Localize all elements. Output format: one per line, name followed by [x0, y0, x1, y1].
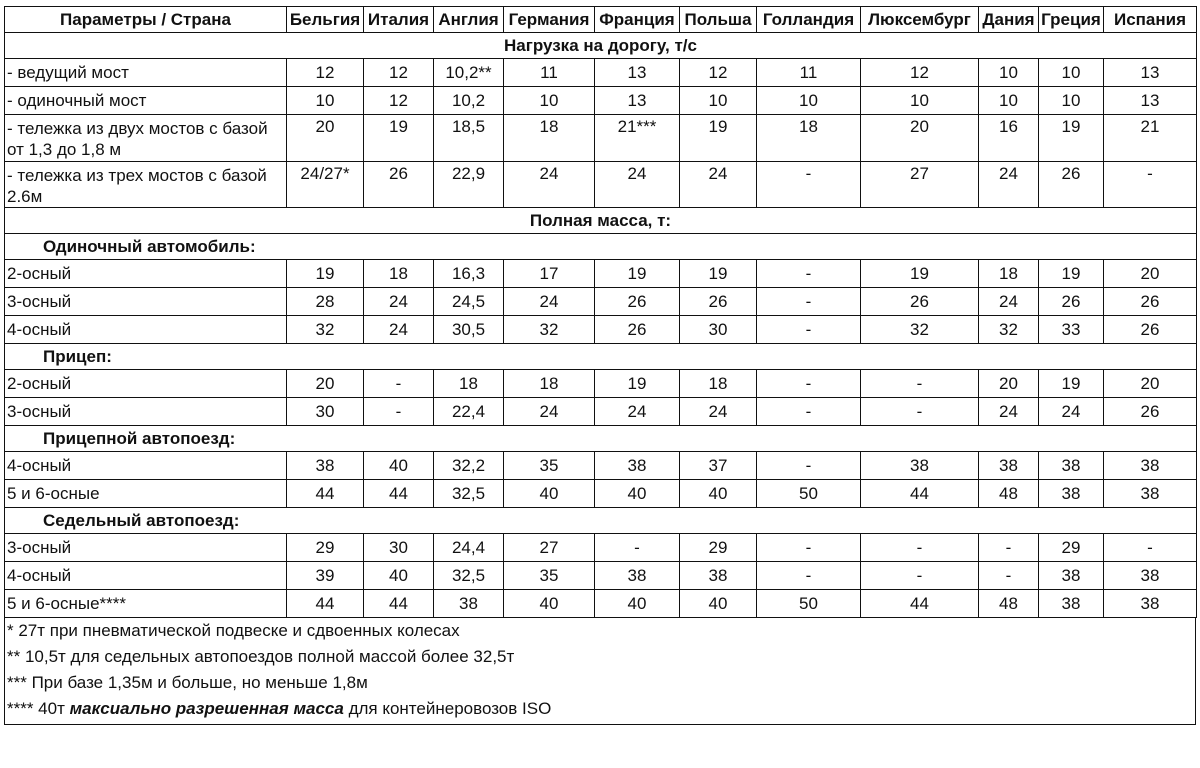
value-cell: 35: [504, 562, 595, 590]
country-header: Германия: [504, 7, 595, 33]
value-cell: 44: [364, 480, 434, 508]
value-cell: -: [861, 370, 979, 398]
value-cell: 13: [1104, 59, 1197, 87]
value-cell: 44: [287, 480, 364, 508]
value-cell: 24/27*: [287, 161, 364, 208]
value-cell: 38: [861, 452, 979, 480]
value-cell: 10: [1039, 87, 1104, 115]
value-cell: 10: [680, 87, 757, 115]
group-header-row: [5, 344, 1197, 370]
value-cell: 48: [979, 480, 1039, 508]
table-row: [5, 87, 1197, 115]
value-cell: 10: [861, 87, 979, 115]
row-label: - одиночный мост: [5, 87, 287, 115]
value-cell: 18: [680, 370, 757, 398]
value-cell: 19: [861, 260, 979, 288]
value-cell: 30: [680, 316, 757, 344]
value-cell: -: [757, 260, 861, 288]
value-cell: 38: [1039, 590, 1104, 618]
row-label: 5 и 6-осные****: [5, 590, 287, 618]
value-cell: 38: [595, 452, 680, 480]
value-cell: 40: [595, 480, 680, 508]
value-cell: 38: [1104, 480, 1197, 508]
group-header-row: [5, 234, 1197, 260]
country-header: Италия: [364, 7, 434, 33]
value-cell: 26: [595, 316, 680, 344]
table-row: [5, 452, 1197, 480]
value-cell: 30: [287, 398, 364, 426]
table-row: [5, 398, 1197, 426]
value-cell: 13: [595, 59, 680, 87]
value-cell: 10: [979, 59, 1039, 87]
value-cell: 24: [504, 161, 595, 208]
value-cell: 12: [861, 59, 979, 87]
value-cell: 22,9: [434, 161, 504, 208]
value-cell: 17: [504, 260, 595, 288]
value-cell: 10: [1039, 59, 1104, 87]
value-cell: -: [757, 316, 861, 344]
value-cell: 20: [1104, 370, 1197, 398]
table-row: [5, 480, 1197, 508]
row-label: 4-осный: [5, 316, 287, 344]
value-cell: -: [979, 534, 1039, 562]
value-cell: 40: [680, 480, 757, 508]
value-cell: 26: [595, 288, 680, 316]
table-row: [5, 288, 1197, 316]
value-cell: 26: [1104, 288, 1197, 316]
value-cell: 19: [680, 260, 757, 288]
row-label: - ведущий мост: [5, 59, 287, 87]
value-cell: 32,2: [434, 452, 504, 480]
value-cell: 13: [595, 87, 680, 115]
footnote-suffix: для контейнеровозов ISO: [343, 699, 552, 718]
group-title: Прицепной автопоезд:: [5, 426, 1197, 452]
table-row: [5, 534, 1197, 562]
value-cell: 12: [680, 59, 757, 87]
country-header: Дания: [979, 7, 1039, 33]
value-cell: -: [364, 398, 434, 426]
value-cell: 10: [979, 87, 1039, 115]
value-cell: -: [364, 370, 434, 398]
footnote: * 27т при пневматической подвеске и сдвоенных колесах: [7, 621, 460, 640]
value-cell: 24: [979, 161, 1039, 208]
group-title: Прицеп:: [5, 344, 1197, 370]
row-label: 3-осный: [5, 534, 287, 562]
footnote-emphasis: максиально разрешенная масса: [69, 699, 344, 718]
value-cell: -: [757, 534, 861, 562]
value-cell: -: [757, 161, 861, 208]
value-cell: 39: [287, 562, 364, 590]
value-cell: 18: [364, 260, 434, 288]
value-cell: 12: [364, 87, 434, 115]
group-title: Седельный автопоезд:: [5, 508, 1197, 534]
value-cell: 24: [595, 161, 680, 208]
value-cell: 24: [979, 288, 1039, 316]
value-cell: -: [1104, 161, 1197, 208]
value-cell: 26: [1039, 161, 1104, 208]
value-cell: 29: [680, 534, 757, 562]
table-row: [5, 59, 1197, 87]
country-header: Греция: [1039, 7, 1104, 33]
value-cell: 32: [287, 316, 364, 344]
value-cell: -: [595, 534, 680, 562]
country-header: Бельгия: [287, 7, 364, 33]
value-cell: 19: [595, 370, 680, 398]
value-cell: 24: [1039, 398, 1104, 426]
value-cell: 19: [1039, 260, 1104, 288]
table-row: [5, 260, 1197, 288]
value-cell: -: [757, 398, 861, 426]
value-cell: -: [757, 288, 861, 316]
country-header: Польша: [680, 7, 757, 33]
value-cell: 26: [680, 288, 757, 316]
value-cell: 32,5: [434, 562, 504, 590]
value-cell: 44: [364, 590, 434, 618]
value-cell: 19: [364, 115, 434, 162]
value-cell: 24: [595, 398, 680, 426]
value-cell: 27: [861, 161, 979, 208]
footnote: *** При базе 1,35м и больше, но меньше 1,8м: [7, 673, 368, 692]
value-cell: 19: [1039, 115, 1104, 162]
value-cell: -: [757, 370, 861, 398]
row-label: 2-осный: [5, 370, 287, 398]
value-cell: 11: [504, 59, 595, 87]
value-cell: 26: [1039, 288, 1104, 316]
value-cell: 12: [364, 59, 434, 87]
country-header: Голландия: [757, 7, 861, 33]
value-cell: 22,4: [434, 398, 504, 426]
value-cell: 10,2: [434, 87, 504, 115]
value-cell: 12: [287, 59, 364, 87]
header-corner-cell: Параметры / Страна: [5, 7, 287, 33]
country-header: Люксембург: [861, 7, 979, 33]
footnote: [7, 696, 1195, 722]
value-cell: 13: [1104, 87, 1197, 115]
value-cell: 38: [287, 452, 364, 480]
row-label: 3-осный: [5, 288, 287, 316]
value-cell: -: [861, 398, 979, 426]
footnote-prefix: **** 40т: [7, 699, 70, 718]
row-label: 4-осный: [5, 562, 287, 590]
value-cell: 30,5: [434, 316, 504, 344]
table-row: [5, 370, 1197, 398]
value-cell: 24,4: [434, 534, 504, 562]
value-cell: 10: [287, 87, 364, 115]
value-cell: 10,2**: [434, 59, 504, 87]
section-title: Полная масса, т:: [5, 208, 1197, 234]
value-cell: 38: [1104, 590, 1197, 618]
value-cell: 40: [595, 590, 680, 618]
value-cell: 44: [861, 480, 979, 508]
value-cell: 40: [364, 562, 434, 590]
value-cell: 24: [504, 288, 595, 316]
value-cell: 24: [979, 398, 1039, 426]
value-cell: 38: [1104, 562, 1197, 590]
value-cell: 27: [504, 534, 595, 562]
value-cell: 20: [287, 370, 364, 398]
row-label: - тележка из двух мостов с базой от 1,3 до 1,8 м: [5, 115, 287, 162]
value-cell: 20: [861, 115, 979, 162]
value-cell: 26: [861, 288, 979, 316]
table-row: [5, 316, 1197, 344]
row-label: - тележка из трех мостов с базой 2.6м: [5, 161, 287, 208]
value-cell: -: [1104, 534, 1197, 562]
value-cell: 24,5: [434, 288, 504, 316]
table-row: [5, 161, 1197, 208]
section-header-row: [5, 33, 1197, 59]
value-cell: 50: [757, 480, 861, 508]
row-label: 3-осный: [5, 398, 287, 426]
value-cell: 18,5: [434, 115, 504, 162]
value-cell: 28: [287, 288, 364, 316]
value-cell: 24: [364, 288, 434, 316]
value-cell: 24: [364, 316, 434, 344]
value-cell: 26: [364, 161, 434, 208]
section-header-row: [5, 208, 1197, 234]
value-cell: 21***: [595, 115, 680, 162]
value-cell: 29: [287, 534, 364, 562]
section-title: Нагрузка на дорогу, т/с: [5, 33, 1197, 59]
value-cell: -: [861, 562, 979, 590]
value-cell: 19: [680, 115, 757, 162]
value-cell: 32: [504, 316, 595, 344]
footnote: ** 10,5т для седельных автопоездов полной массой более 32,5т: [7, 647, 515, 666]
value-cell: 11: [757, 59, 861, 87]
value-cell: 38: [434, 590, 504, 618]
value-cell: 50: [757, 590, 861, 618]
value-cell: 38: [680, 562, 757, 590]
value-cell: 38: [1039, 562, 1104, 590]
table-body: [5, 33, 1197, 618]
value-cell: 35: [504, 452, 595, 480]
value-cell: 32: [979, 316, 1039, 344]
value-cell: 38: [1039, 452, 1104, 480]
value-cell: 24: [504, 398, 595, 426]
value-cell: 40: [364, 452, 434, 480]
axle-load-table: [4, 6, 1197, 618]
value-cell: -: [757, 562, 861, 590]
footnotes: [4, 618, 1196, 725]
value-cell: 21: [1104, 115, 1197, 162]
country-header: Франция: [595, 7, 680, 33]
value-cell: 18: [979, 260, 1039, 288]
country-header: Испания: [1104, 7, 1197, 33]
value-cell: 26: [1104, 398, 1197, 426]
value-cell: -: [861, 534, 979, 562]
value-cell: 29: [1039, 534, 1104, 562]
value-cell: 44: [861, 590, 979, 618]
value-cell: 38: [1039, 480, 1104, 508]
value-cell: 20: [287, 115, 364, 162]
value-cell: -: [979, 562, 1039, 590]
value-cell: 32,5: [434, 480, 504, 508]
value-cell: 24: [680, 161, 757, 208]
row-label: 5 и 6-осные: [5, 480, 287, 508]
table-row: [5, 115, 1197, 162]
value-cell: 48: [979, 590, 1039, 618]
value-cell: 19: [287, 260, 364, 288]
value-cell: 20: [1104, 260, 1197, 288]
value-cell: 38: [595, 562, 680, 590]
value-cell: 20: [979, 370, 1039, 398]
value-cell: 16: [979, 115, 1039, 162]
value-cell: 18: [757, 115, 861, 162]
value-cell: 32: [861, 316, 979, 344]
value-cell: 37: [680, 452, 757, 480]
value-cell: 26: [1104, 316, 1197, 344]
value-cell: 16,3: [434, 260, 504, 288]
value-cell: -: [757, 452, 861, 480]
table-row: [5, 590, 1197, 618]
group-header-row: [5, 426, 1197, 452]
value-cell: 19: [1039, 370, 1104, 398]
table-row: [5, 562, 1197, 590]
value-cell: 40: [504, 480, 595, 508]
value-cell: 38: [1104, 452, 1197, 480]
row-label: 4-осный: [5, 452, 287, 480]
value-cell: 24: [680, 398, 757, 426]
header-row: [5, 7, 1197, 33]
value-cell: 19: [595, 260, 680, 288]
value-cell: 10: [504, 87, 595, 115]
group-header-row: [5, 508, 1197, 534]
group-title: Одиночный автомобиль:: [5, 234, 1197, 260]
value-cell: 40: [680, 590, 757, 618]
regulation-sheet: [4, 6, 1196, 725]
value-cell: 38: [979, 452, 1039, 480]
value-cell: 18: [504, 115, 595, 162]
row-label: 2-осный: [5, 260, 287, 288]
value-cell: 40: [504, 590, 595, 618]
value-cell: 10: [757, 87, 861, 115]
value-cell: 18: [434, 370, 504, 398]
value-cell: 30: [364, 534, 434, 562]
value-cell: 18: [504, 370, 595, 398]
value-cell: 33: [1039, 316, 1104, 344]
country-header: Англия: [434, 7, 504, 33]
value-cell: 44: [287, 590, 364, 618]
